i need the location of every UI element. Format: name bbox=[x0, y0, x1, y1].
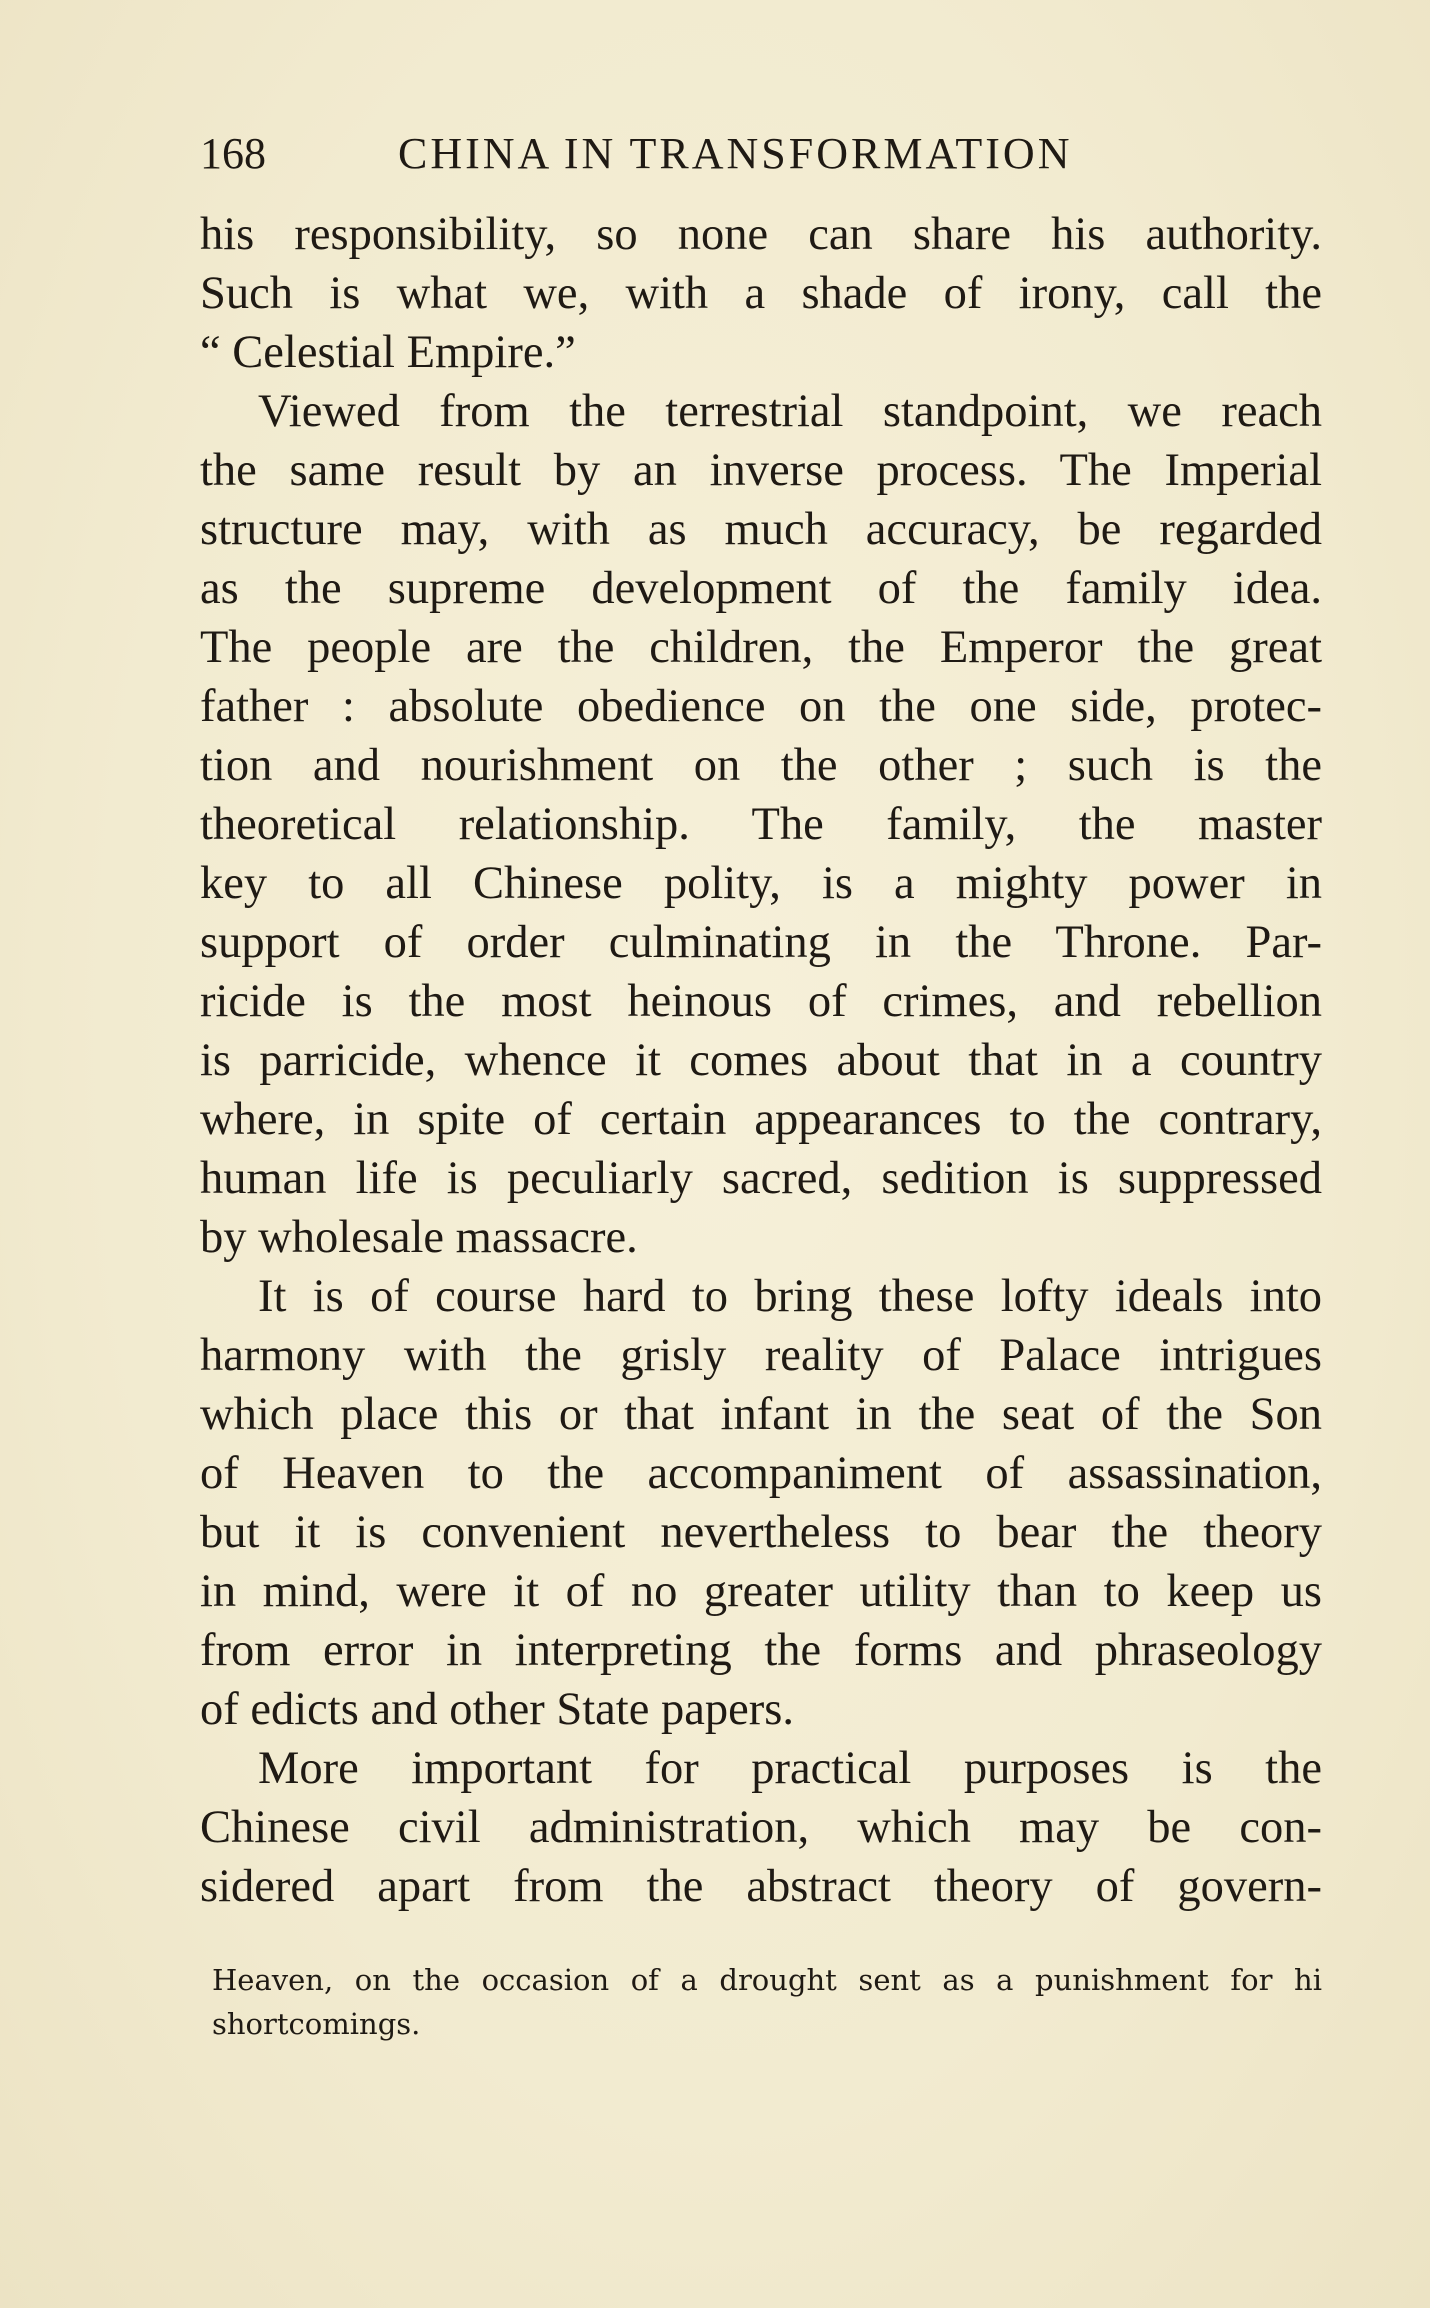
footnote-line: shortcomings. bbox=[212, 2007, 421, 2041]
text-line: where, in spite of certain appearances to the contrary, bbox=[200, 1094, 1322, 1145]
page-header bbox=[200, 128, 1330, 188]
footnote-line: Heaven, on the occasion of a drought sent as a punishment for hi bbox=[212, 1963, 1322, 1997]
paragraph-start-line: It is of course hard to bring these lofty ideals into bbox=[258, 1271, 1322, 1322]
text-line: his responsibility, so none can share his authority. bbox=[200, 209, 1322, 260]
text-line: is parricide, whence it comes about that in a country bbox=[200, 1035, 1322, 1086]
paragraph-start-line: More important for practical purposes is the bbox=[258, 1743, 1322, 1794]
running-title: CHINA IN TRANSFORMATION bbox=[398, 129, 1073, 178]
text-line: as the supreme development of the family idea. bbox=[200, 563, 1322, 614]
text-line: of edicts and other State papers. bbox=[200, 1684, 794, 1735]
footnote bbox=[212, 1958, 1322, 2046]
text-line: key to all Chinese polity, is a mighty power in bbox=[200, 858, 1322, 909]
text-line: but it is convenient nevertheless to bear the theory bbox=[200, 1507, 1322, 1558]
paragraph-start-line: Viewed from the terrestrial standpoint, we reach bbox=[258, 386, 1322, 437]
text-line: ricide is the most heinous of crimes, and rebellion bbox=[200, 976, 1322, 1027]
text-line: “ Celestial Empire.” bbox=[200, 327, 576, 378]
text-line: tion and nourishment on the other ; such is the bbox=[200, 740, 1322, 791]
text-line: father : absolute obedience on the one side, protec- bbox=[200, 681, 1322, 732]
text-line: theoretical relationship. The family, the master bbox=[200, 799, 1322, 850]
text-line: support of order culminating in the Throne. Par- bbox=[200, 917, 1322, 968]
text-line: The people are the children, the Emperor the great bbox=[200, 622, 1322, 673]
text-line: from error in interpreting the forms and phraseology bbox=[200, 1625, 1322, 1676]
text-line: the same result by an inverse process. The Imperial bbox=[200, 445, 1322, 496]
body-text bbox=[200, 205, 1322, 1916]
text-line: harmony with the grisly reality of Palace intrigues bbox=[200, 1330, 1322, 1381]
text-line: by wholesale massacre. bbox=[200, 1212, 638, 1263]
text-line: Chinese civil administration, which may be con- bbox=[200, 1802, 1322, 1853]
text-line: structure may, with as much accuracy, be regarded bbox=[200, 504, 1322, 555]
text-line: of Heaven to the accompaniment of assassination, bbox=[200, 1448, 1322, 1499]
text-line: which place this or that infant in the seat of the Son bbox=[200, 1389, 1322, 1440]
page-number: 168 bbox=[200, 129, 266, 178]
text-line: Such is what we, with a shade of irony, call the bbox=[200, 268, 1322, 319]
text-line: in mind, were it of no greater utility than to keep us bbox=[200, 1566, 1322, 1617]
text-line: human life is peculiarly sacred, sedition is suppressed bbox=[200, 1153, 1322, 1204]
text-line: sidered apart from the abstract theory of govern- bbox=[200, 1861, 1322, 1912]
